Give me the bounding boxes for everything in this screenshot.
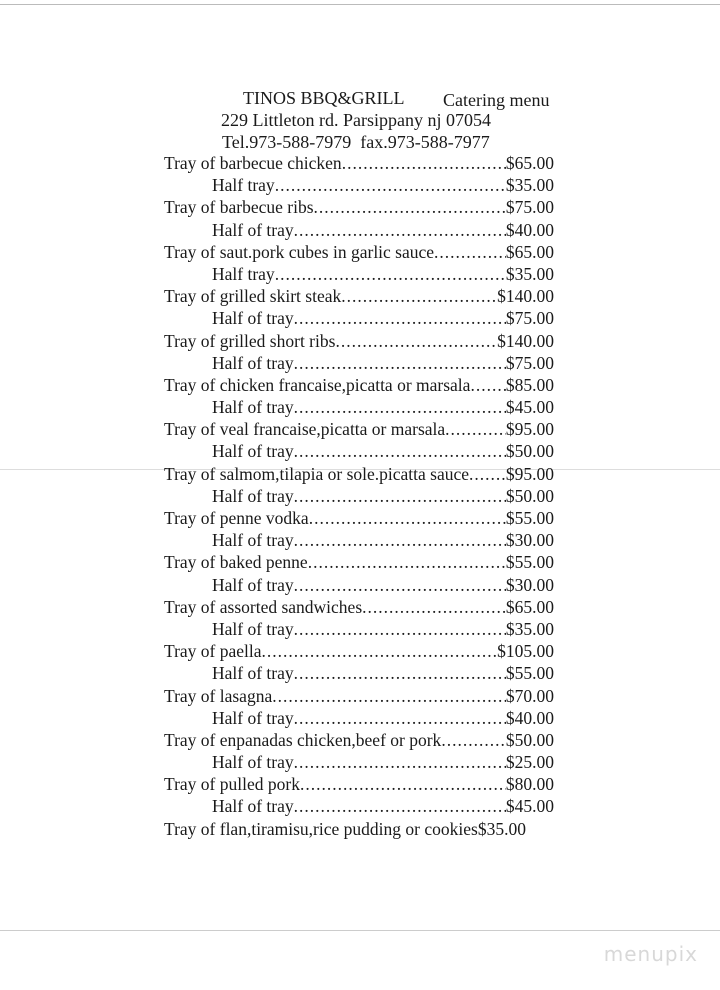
menu-item — [164, 242, 554, 264]
menu-item — [212, 220, 554, 242]
scan-bottom-line — [0, 930, 720, 931]
dot-leader — [294, 708, 506, 729]
item-price: $65.00 — [505, 596, 554, 617]
item-label: Tray of grilled short ribs — [164, 330, 336, 351]
address: 229 Littleton rd. Parsippany nj 07054 — [221, 110, 491, 130]
dot-leader — [441, 730, 506, 751]
item-label: Half of tray — [212, 574, 294, 595]
dot-leader — [341, 286, 497, 307]
contact-info: Tel.973-588-7979 fax.973-588-7977 — [222, 132, 490, 152]
dot-leader — [294, 663, 506, 684]
dot-leader — [445, 419, 506, 440]
page-edge — [0, 4, 720, 5]
item-price: $50.00 — [505, 729, 554, 750]
menu-item — [164, 331, 554, 353]
item-price: $65.00 — [505, 153, 554, 173]
dot-leader — [335, 331, 497, 352]
restaurant-name: TINOS BBQ&GRILL — [243, 88, 405, 108]
dot-leader — [314, 197, 506, 218]
item-label: Tray of salmom,tilapia or sole.picatta sauce — [164, 463, 470, 484]
dot-leader — [469, 464, 506, 485]
menu-item — [164, 153, 554, 175]
item-label: Tray of flan,tiramisu,rice pudding or cookies — [164, 818, 478, 839]
item-label: Half of tray — [212, 441, 294, 462]
item-price: $30.00 — [505, 530, 554, 551]
item-label: Tray of paella — [164, 641, 262, 662]
item-price: $45.00 — [505, 796, 554, 817]
dot-leader — [308, 552, 506, 573]
menu-item — [212, 264, 554, 286]
dot-leader — [294, 575, 506, 596]
item-price: $35.00 — [505, 263, 554, 284]
dot-leader — [294, 308, 506, 329]
item-label: Tray of enpanadas chicken,beef or pork — [164, 729, 442, 750]
dot-leader — [294, 619, 506, 640]
item-price: $35.00 — [505, 175, 554, 196]
item-price: $35.00 — [477, 818, 526, 839]
menu-item — [212, 752, 554, 774]
item-price: $75.00 — [505, 308, 554, 329]
item-price: $55.00 — [505, 663, 554, 684]
item-label: Half of tray — [212, 707, 294, 728]
menu-item — [212, 708, 554, 730]
dot-leader — [294, 796, 506, 817]
menu-item — [164, 197, 554, 219]
dot-leader — [294, 220, 506, 241]
item-price: $95.00 — [505, 463, 554, 484]
dot-leader — [309, 508, 506, 529]
item-label: Half of tray — [212, 530, 294, 551]
dot-leader — [294, 530, 506, 551]
dot-leader — [294, 441, 506, 462]
item-label: Tray of barbecue ribs — [164, 197, 314, 218]
item-price: $75.00 — [505, 197, 554, 218]
item-price: $75.00 — [505, 352, 554, 373]
item-price: $30.00 — [505, 574, 554, 595]
dot-leader — [294, 752, 506, 773]
item-label: Tray of penne vodka — [164, 508, 309, 528]
menu-item — [212, 619, 554, 641]
watermark-logo: menupix — [603, 942, 698, 966]
dot-leader — [342, 153, 506, 174]
menu-item — [212, 530, 554, 552]
menu-item — [164, 464, 554, 486]
menu-item — [164, 819, 554, 841]
menu-item — [164, 375, 554, 397]
item-label: Tray of lasagna — [164, 685, 273, 706]
menu-item — [164, 508, 554, 530]
item-label: Tray of grilled skirt steak — [164, 286, 342, 307]
item-price: $80.00 — [505, 774, 554, 795]
item-label: Half of tray — [212, 352, 294, 373]
item-price: $35.00 — [505, 618, 554, 639]
dot-leader — [275, 264, 506, 285]
dot-leader — [294, 353, 506, 374]
menu-item — [164, 552, 554, 574]
item-label: Half of tray — [212, 618, 294, 639]
dot-leader — [275, 175, 506, 196]
menu-item — [164, 419, 554, 441]
item-label: Tray of barbecue chicken — [164, 153, 342, 173]
item-label: Half tray — [212, 175, 275, 196]
menu-item — [164, 774, 554, 796]
item-price: $50.00 — [505, 485, 554, 506]
menu-item — [212, 353, 554, 375]
item-label: Half of tray — [212, 397, 294, 418]
item-label: Tray of pulled pork — [164, 774, 300, 795]
item-price: $40.00 — [505, 219, 554, 240]
dot-leader — [294, 397, 506, 418]
item-price: $70.00 — [505, 685, 554, 706]
item-label: Half of tray — [212, 663, 294, 684]
dot-leader — [272, 686, 506, 707]
item-price: $105.00 — [497, 641, 554, 662]
menu-item — [164, 686, 554, 708]
item-label: Half of tray — [212, 485, 294, 506]
item-price: $40.00 — [505, 707, 554, 728]
menu-item — [212, 796, 554, 818]
menu-item — [164, 286, 554, 308]
item-price: $45.00 — [505, 397, 554, 418]
item-label: Half of tray — [212, 752, 294, 773]
menu-item — [212, 663, 554, 685]
item-label: Half of tray — [212, 308, 294, 329]
item-price: $55.00 — [505, 552, 554, 573]
menu-item — [212, 486, 554, 508]
item-label: Tray of assorted sandwiches — [164, 596, 363, 617]
menu-item — [164, 730, 554, 752]
menu-item — [164, 597, 554, 619]
item-price: $95.00 — [505, 419, 554, 440]
item-price: $85.00 — [505, 374, 554, 395]
menu-subtitle: Catering menu — [443, 90, 550, 110]
item-label: Tray of chicken francaise,picatta or marsala — [164, 374, 471, 395]
menu-item — [212, 175, 554, 197]
menu-item — [164, 641, 554, 663]
item-label: Half tray — [212, 263, 275, 284]
item-price: $140.00 — [497, 330, 554, 351]
item-price: $140.00 — [497, 286, 554, 307]
dot-leader — [294, 486, 506, 507]
menu-item — [212, 441, 554, 463]
item-price: $65.00 — [505, 241, 554, 262]
menu-item — [212, 575, 554, 597]
item-label: Tray of saut.pork cubes in garlic sauce — [164, 241, 435, 262]
item-label: Half of tray — [212, 219, 294, 240]
menu-item — [212, 397, 554, 419]
dot-leader — [262, 641, 498, 662]
dot-leader — [300, 774, 506, 795]
dot-leader — [434, 242, 506, 263]
item-label: Tray of veal francaise,picatta or marsala — [164, 419, 446, 440]
dot-leader — [470, 375, 505, 396]
item-price: $25.00 — [505, 752, 554, 773]
dot-leader — [362, 597, 506, 618]
item-label: Half of tray — [212, 796, 294, 817]
item-price: $50.00 — [505, 441, 554, 462]
item-price: $55.00 — [505, 508, 554, 528]
menu-list — [0, 153, 720, 841]
item-label: Tray of baked penne — [164, 552, 308, 573]
menu-item — [212, 308, 554, 330]
